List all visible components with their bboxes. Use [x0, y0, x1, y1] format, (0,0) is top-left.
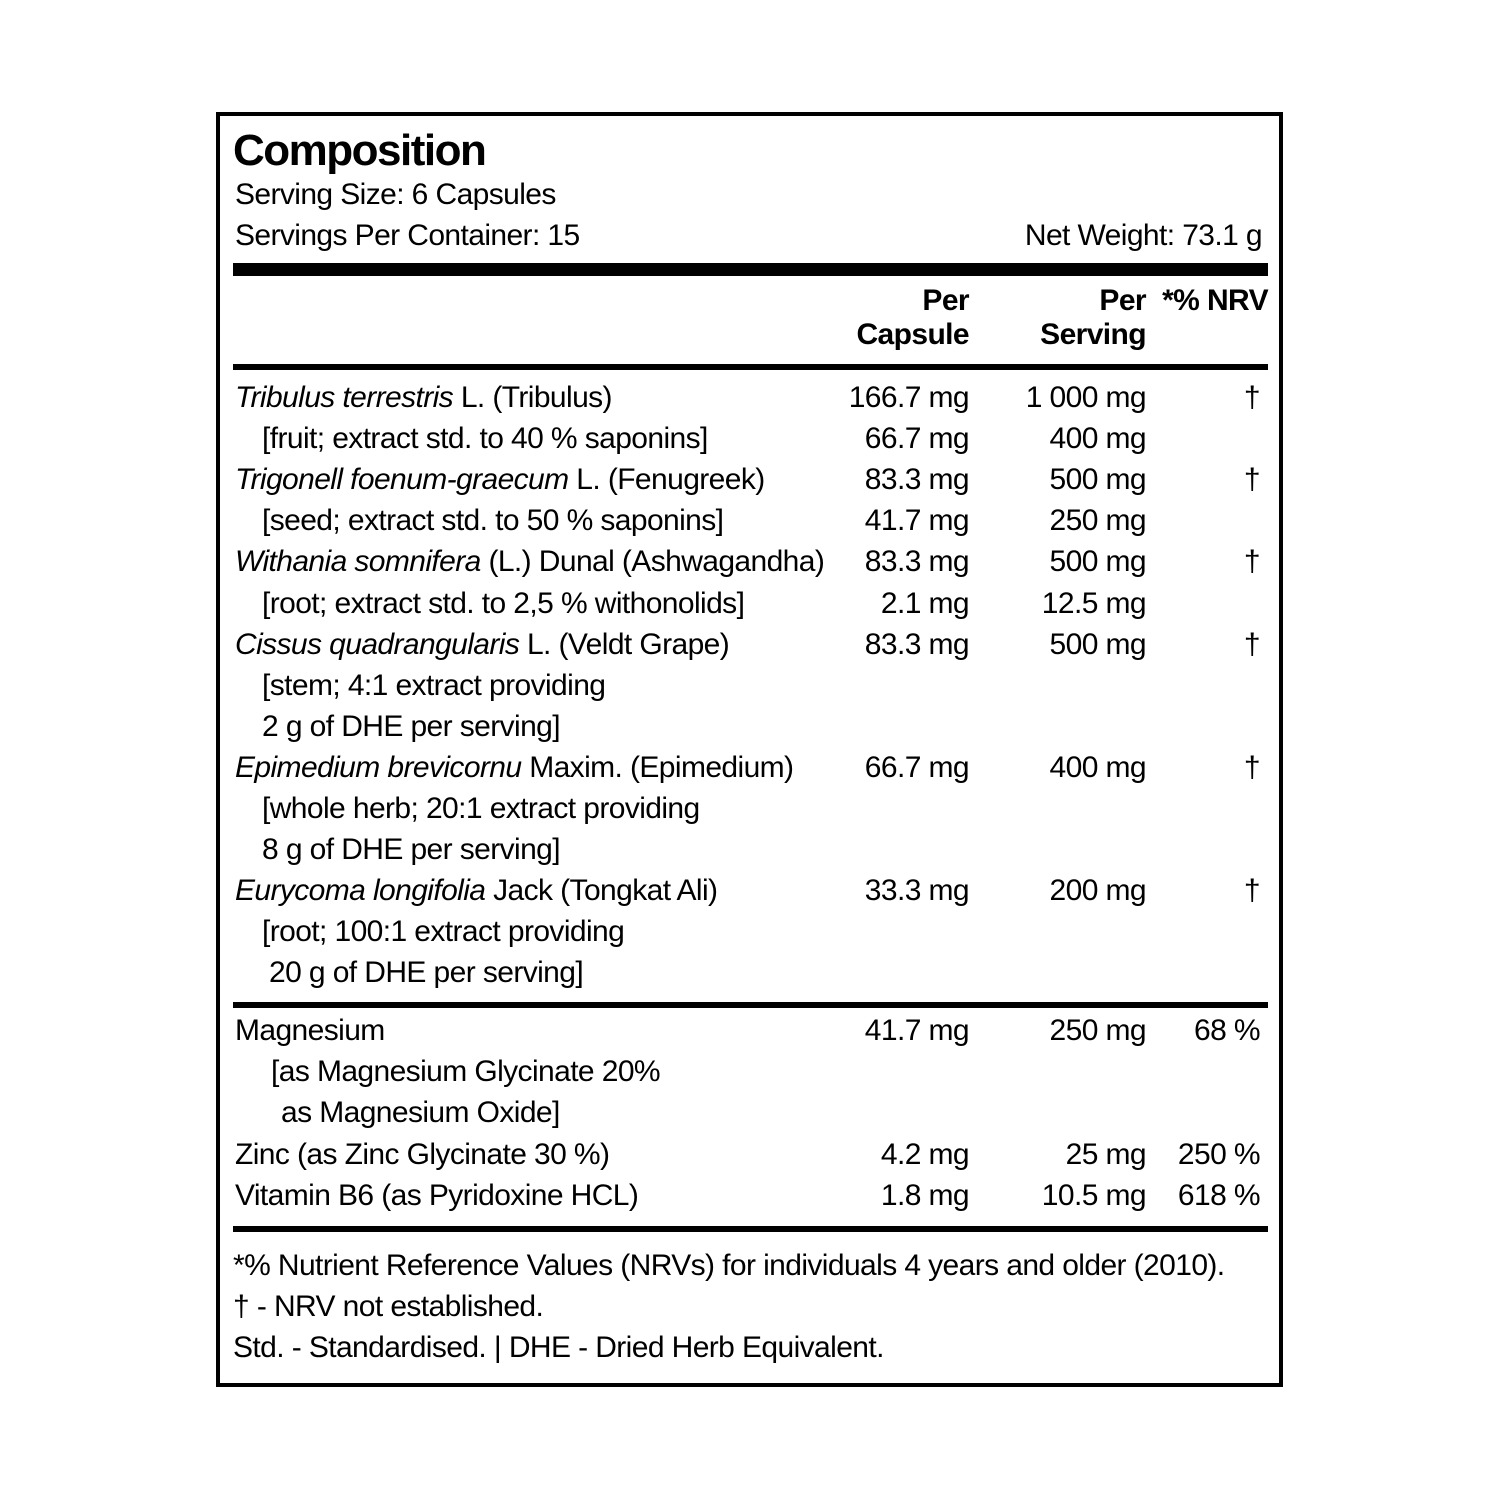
nrv-value: 250 %	[1177, 1137, 1260, 1171]
servings-per-container: Servings Per Container: 15	[235, 219, 580, 252]
common-name: Maxim. (Epimedium)	[521, 750, 794, 784]
nrv-value: †	[1243, 874, 1260, 908]
per-capsule-value: 4.2 mg	[880, 1137, 969, 1171]
nrv-value: †	[1243, 545, 1260, 579]
columns-rule	[233, 364, 1268, 370]
ingredient-note: [fruit; extract std. to 40 % saponins]	[262, 422, 708, 456]
footer-rule	[233, 1226, 1268, 1232]
ingredient-name	[235, 545, 824, 579]
per-capsule-value: 66.7 mg	[864, 750, 969, 784]
nrv-value: †	[1243, 750, 1260, 784]
per-capsule-value: 83.3 mg	[864, 545, 969, 579]
ingredient-name: Vitamin B6 (as Pyridoxine HCL)	[235, 1178, 639, 1212]
ingredient-note: 20 g of DHE per serving]	[269, 956, 584, 990]
ingredient-note: [root; extract std. to 2,5 % withonolids]	[262, 586, 745, 620]
footnote-dagger: † - NRV not established.	[233, 1290, 544, 1323]
common-name: (L.) Dunal (Ashwagandha)	[480, 545, 825, 579]
section-rule	[233, 1002, 1268, 1008]
ingredient-note: [seed; extract std. to 50 % saponins]	[262, 504, 724, 538]
per-serving-value: 500 mg	[1049, 545, 1146, 579]
nrv-value: 618 %	[1177, 1178, 1260, 1212]
common-name: L. (Fenugreek)	[568, 463, 765, 497]
nrv-value: †	[1243, 627, 1260, 661]
per-capsule-value: 66.7 mg	[864, 422, 969, 456]
ingredient-name: Zinc (as Zinc Glycinate 30 %)	[235, 1137, 610, 1171]
per-capsule-value: 1.8 mg	[880, 1178, 969, 1212]
nrv-value: 68 %	[1194, 1014, 1260, 1047]
ingredient-note: 2 g of DHE per serving]	[262, 709, 561, 743]
per-serving-value: 250 mg	[1049, 504, 1146, 538]
ingredient-name	[235, 463, 765, 497]
per-serving-value: 500 mg	[1049, 627, 1146, 661]
latin-name: Trigonell foenum-graecum	[235, 463, 569, 497]
ingredient-note: as Magnesium Oxide]	[281, 1096, 560, 1130]
latin-name: Tribulus terrestris	[235, 381, 454, 414]
ingredient-note: 8 g of DHE per serving]	[262, 833, 561, 867]
latin-name: Epimedium brevicornu	[235, 750, 522, 784]
latin-name: Withania somnifera	[235, 545, 481, 579]
ingredient-name	[235, 751, 793, 785]
per-serving-value: 12.5 mg	[1041, 586, 1146, 620]
per-serving-value: 10.5 mg	[1041, 1178, 1146, 1212]
nrv-value: †	[1243, 381, 1260, 414]
per-serving-value: 250 mg	[1049, 1014, 1146, 1047]
col-per-serving-line1: Per	[1099, 284, 1146, 317]
ingredient-name: Magnesium	[235, 1014, 385, 1047]
per-serving-value: 400 mg	[1049, 422, 1146, 456]
serving-size: Serving Size: 6 Capsules	[235, 178, 556, 211]
col-per-capsule-line1: Per	[922, 284, 969, 317]
per-serving-value: 25 mg	[1065, 1137, 1146, 1171]
ingredient-note: [stem; 4:1 extract providing	[262, 668, 606, 702]
ingredient-note: [root; 100:1 extract providing	[262, 915, 625, 949]
ingredient-note: [as Magnesium Glycinate 20%	[271, 1055, 660, 1089]
per-capsule-value: 33.3 mg	[864, 874, 969, 908]
per-serving-value: 1 000 mg	[1025, 381, 1146, 414]
net-weight: Net Weight: 73.1 g	[1024, 219, 1262, 252]
per-capsule-value: 2.1 mg	[880, 586, 969, 620]
ingredient-note: [whole herb; 20:1 extract providing	[262, 792, 700, 825]
col-per-capsule-line2: Capsule	[856, 318, 969, 351]
ingredient-name	[235, 874, 717, 908]
per-capsule-value: 41.7 mg	[864, 504, 969, 538]
col-nrv: *% NRV	[1162, 284, 1268, 317]
ingredient-name	[235, 628, 729, 662]
per-capsule-value: 166.7 mg	[848, 381, 969, 414]
ingredient-name	[235, 381, 612, 415]
nrv-value: †	[1243, 463, 1260, 497]
per-capsule-value: 83.3 mg	[864, 463, 969, 497]
per-serving-value: 500 mg	[1049, 463, 1146, 497]
per-capsule-value: 41.7 mg	[864, 1014, 969, 1047]
common-name: L. (Veldt Grape)	[519, 627, 730, 661]
latin-name: Eurycoma longifolia	[235, 874, 486, 908]
per-capsule-value: 83.3 mg	[864, 627, 969, 661]
col-per-serving-line2: Serving	[1040, 318, 1146, 351]
header-thick-rule	[233, 263, 1268, 276]
common-name: Jack (Tongkat Ali)	[485, 874, 718, 908]
per-serving-value: 200 mg	[1049, 874, 1146, 908]
footnote-abbreviations: Std. - Standardised. | DHE - Dried Herb Equivalent.	[233, 1331, 884, 1364]
common-name: L. (Tribulus)	[453, 381, 612, 414]
panel-title: Composition	[233, 126, 486, 175]
per-serving-value: 400 mg	[1049, 750, 1146, 784]
latin-name: Cissus quadrangularis	[235, 627, 520, 661]
footnote-nrv: *% Nutrient Reference Values (NRVs) for individuals 4 years and older (2010).	[233, 1249, 1225, 1282]
